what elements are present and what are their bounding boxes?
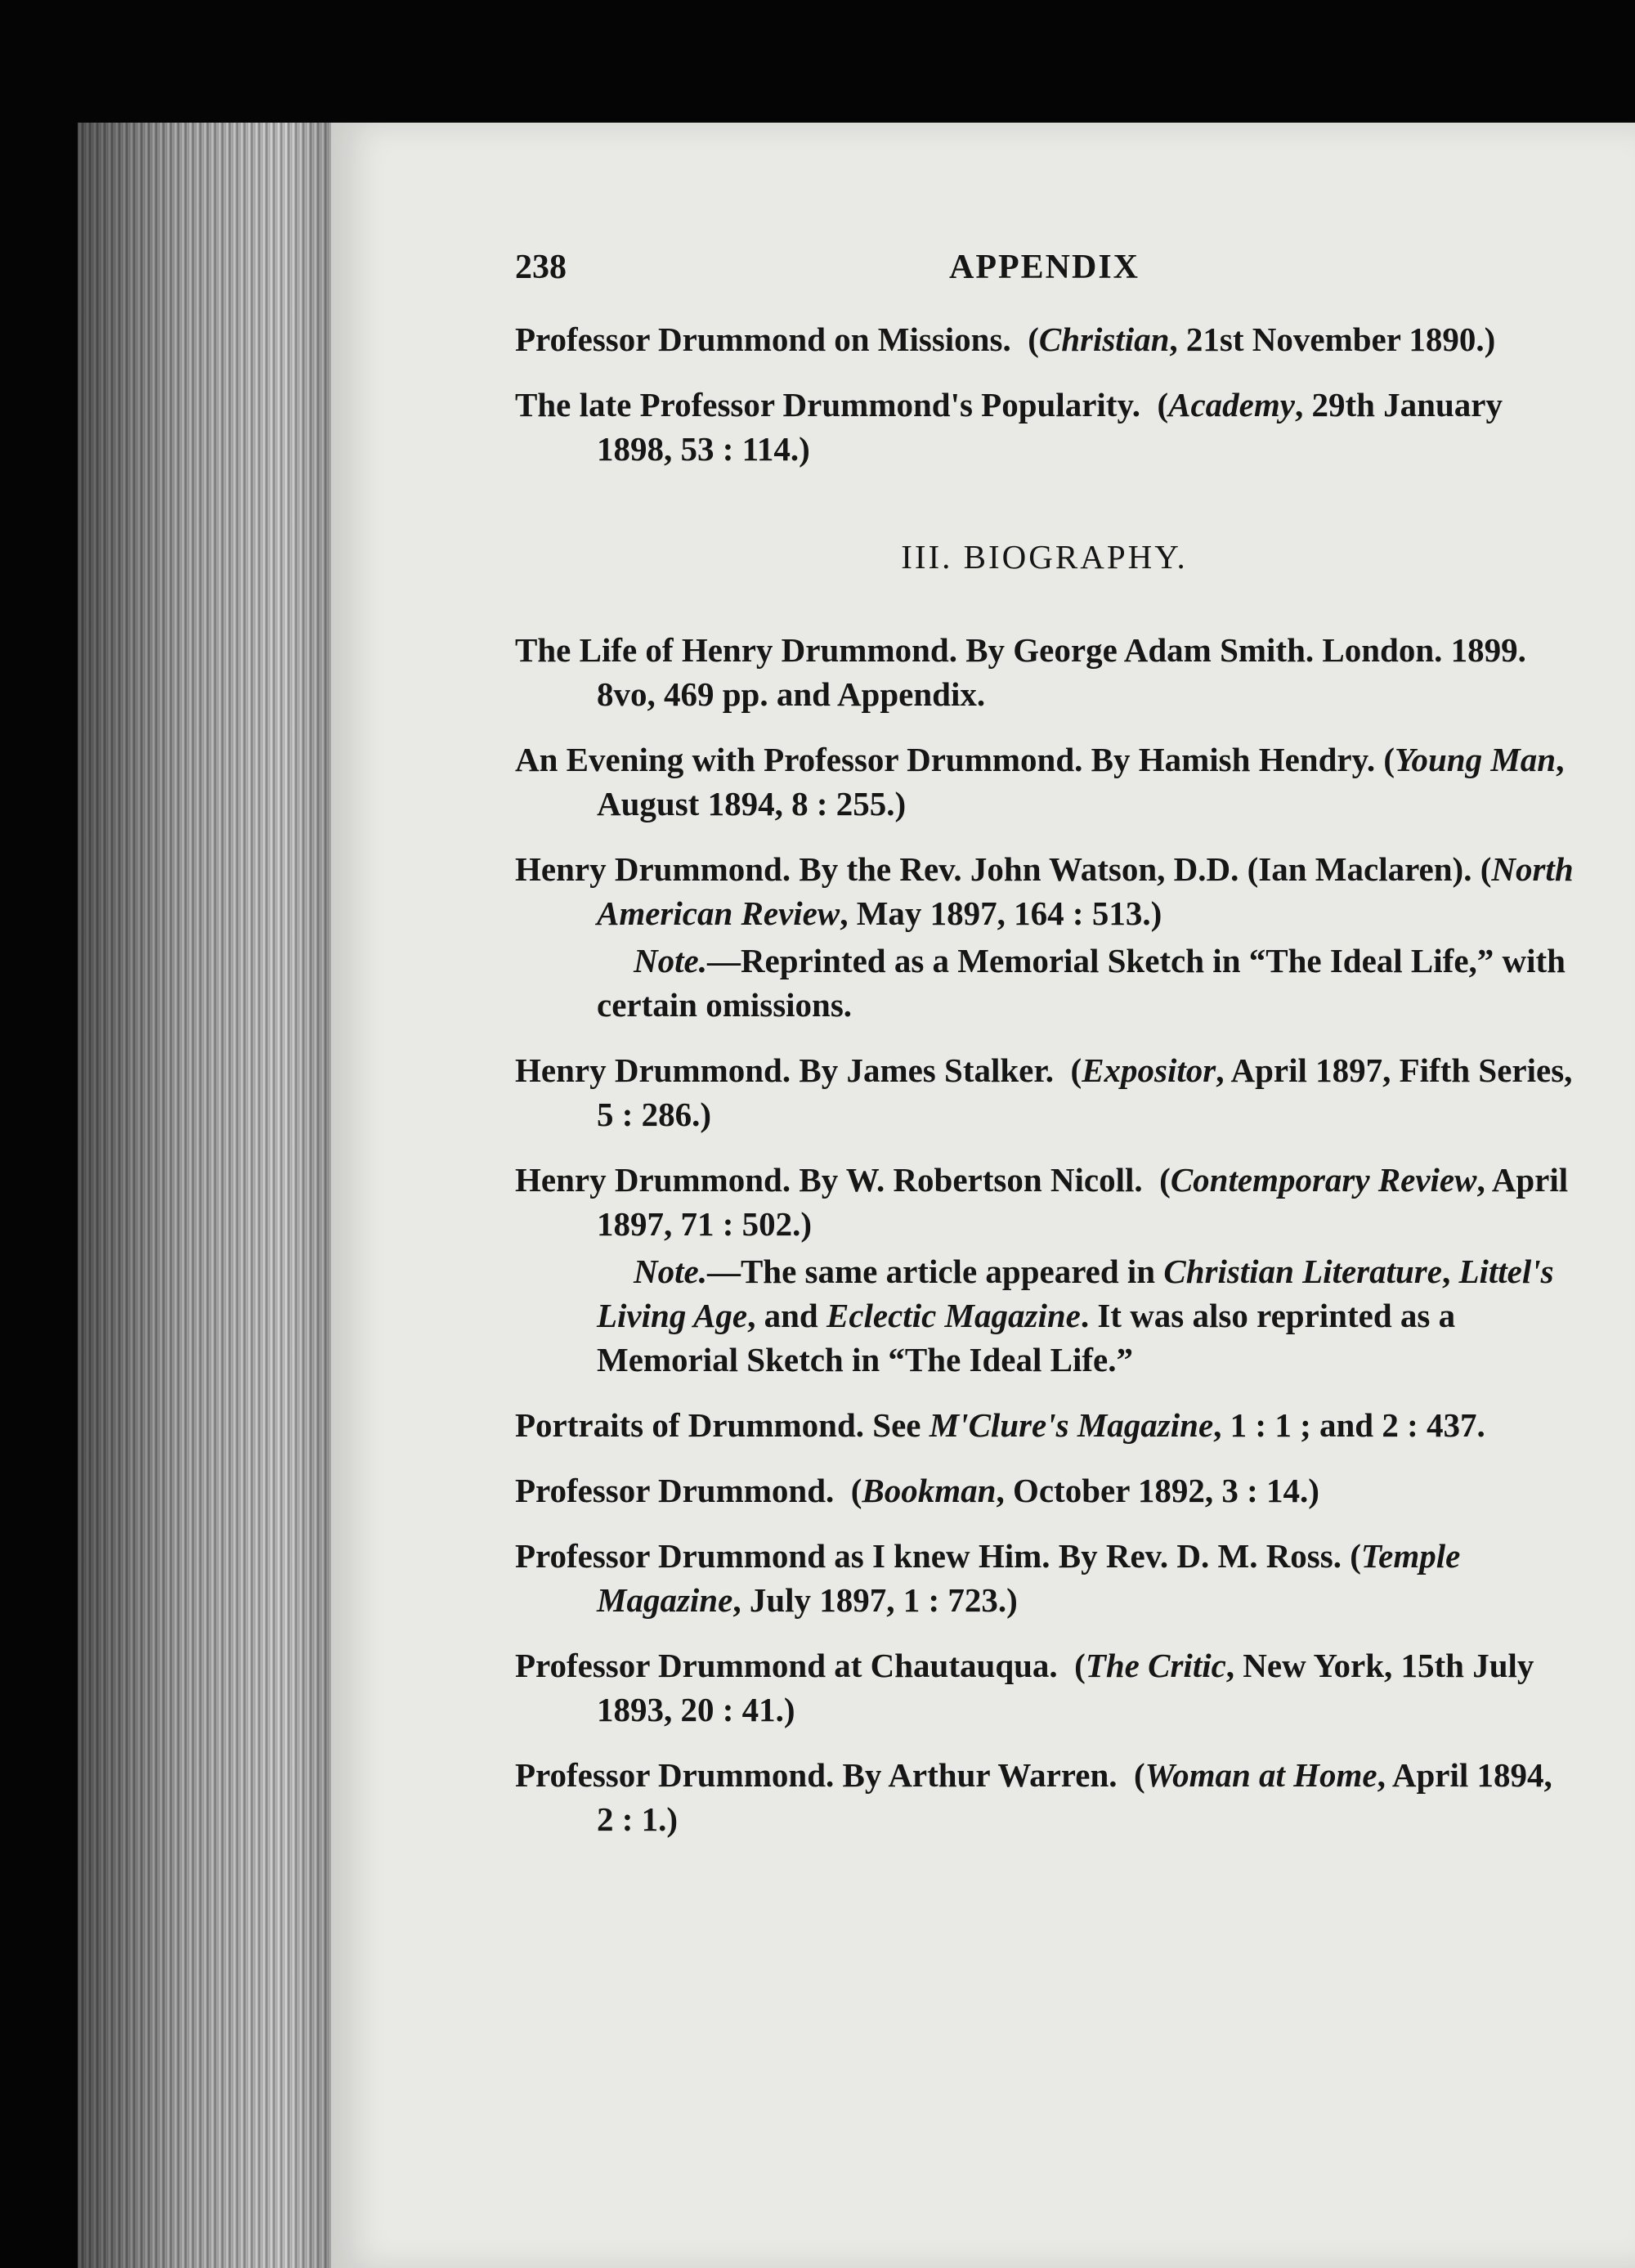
bibliography-entry: The late Professor Drummond's Popularity. (Academy, 29th January 1898, 53 : 114.) xyxy=(515,386,1503,468)
source-title: Expositor xyxy=(1082,1051,1216,1089)
bibliography-entry: The Life of Henry Drummond. By George Adam Smith. London. 1899. 8vo, 469 pp. and Appendix. xyxy=(515,631,1526,713)
book-page xyxy=(331,123,1635,2268)
bibliography-entry: Professor Drummond as I knew Him. By Rev. D. M. Ross. (Temple Magazine, July 1897, 1 : 723.) xyxy=(515,1537,1461,1619)
bibliography-entry: Henry Drummond. By the Rev. John Watson, D.D. (Ian Maclaren). (North American Review, May 1897, 164 : 513.) xyxy=(515,850,1574,932)
entry-note: Note.—The same article appeared in Christian Literature, Littel's Living Age, and Eclectic Magazine. It was also reprinted as a Memorial Sketch in “The Ideal Life.” xyxy=(597,1253,1554,1378)
source-title: M'Clure's Magazine xyxy=(929,1406,1214,1444)
bibliography-entry: Henry Drummond. By W. Robertson Nicoll. (Contemporary Review, April 1897, 71 : 502.) xyxy=(515,1161,1569,1243)
bibliography-entry: Professor Drummond. By Arthur Warren. (Woman at Home, April 1894, 2 : 1.) xyxy=(515,1756,1552,1838)
bibliography-entry: Henry Drummond. By James Stalker. (Expositor, April 1897, Fifth Series, 5 : 286.) xyxy=(515,1051,1573,1133)
source-title: North American Review xyxy=(597,850,1574,932)
bibliography-entry: Portraits of Drummond. See M'Clure's Magazine, 1 : 1 ; and 2 : 437. xyxy=(515,1406,1485,1444)
source-title: Woman at Home xyxy=(1144,1756,1377,1794)
bibliography-entry: Professor Drummond. (Bookman, October 1892, 3 : 14.) xyxy=(515,1472,1319,1509)
note-label: Note. xyxy=(634,1253,707,1290)
source-title: Young Man xyxy=(1394,741,1557,778)
section-heading: III. BIOGRAPHY. xyxy=(901,538,1188,576)
source-title: Bookman xyxy=(862,1472,997,1509)
entry-note: Note.—Reprinted as a Memorial Sketch in “The Ideal Life,” with certain omissions. xyxy=(597,942,1566,1024)
bibliography-entry: Professor Drummond at Chautauqua. (The Critic, New York, 15th July 1893, 20 : 41.) xyxy=(515,1647,1534,1728)
note-label: Note. xyxy=(634,942,707,979)
bibliography-entry: An Evening with Professor Drummond. By Hamish Hendry. (Young Man, August 1894, 8 : 255.) xyxy=(515,741,1565,822)
page-content xyxy=(515,245,1574,1862)
source-title: Christian xyxy=(1038,320,1170,358)
running-head: APPENDIX xyxy=(949,249,1140,286)
page-edge-shadow xyxy=(78,123,339,2268)
source-title: Academy xyxy=(1168,386,1295,424)
page-header xyxy=(515,245,1574,294)
source-title: The Critic xyxy=(1085,1647,1226,1684)
page-number: 238 xyxy=(515,249,567,286)
bibliography-entry: Professor Drummond on Missions. (Christian, 21st November 1890.) xyxy=(515,320,1496,358)
source-title: Contemporary Review xyxy=(1170,1161,1477,1199)
source-title: Temple Magazine xyxy=(597,1537,1461,1619)
